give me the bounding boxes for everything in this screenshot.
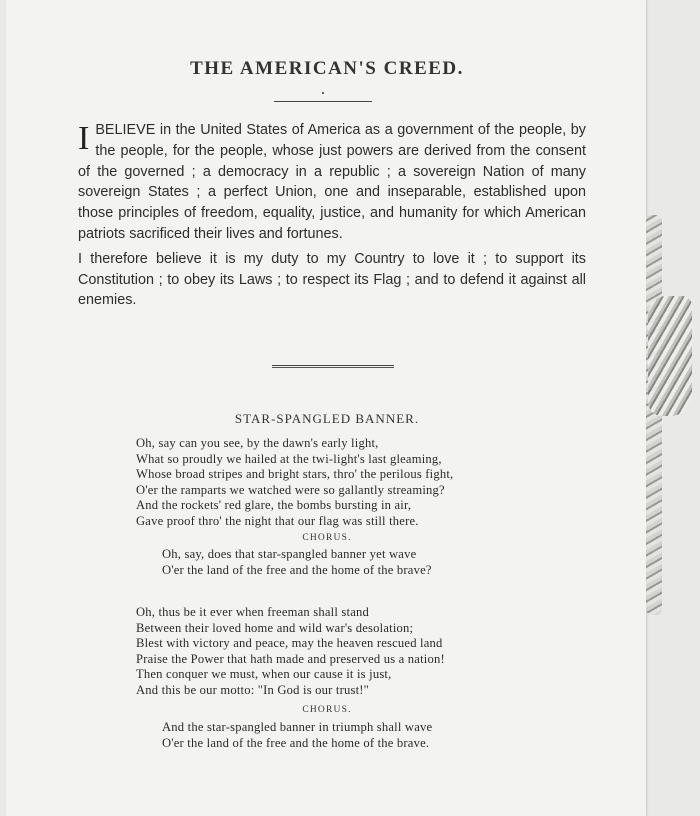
verse-line: What so proudly we hailed at the twi-light's last gleaming,: [136, 451, 442, 466]
verse-2: [136, 605, 556, 698]
verse-line: O'er the ramparts we watched were so gallantly streaming?: [136, 482, 445, 497]
chorus-line: O'er the land of the free and the home of the brave.: [162, 735, 430, 750]
creed-title: THE AMERICAN'S CREED.: [190, 58, 464, 79]
chorus-1: [162, 547, 582, 578]
verse-line: And this be our motto: "In God is our trust!": [136, 682, 370, 697]
chorus-line: And the star-spangled banner in triumph shall wave: [162, 720, 433, 734]
ornament-dot: [322, 92, 324, 94]
chorus-2: [162, 720, 582, 751]
section-divider-bottom: [272, 367, 394, 368]
anthem-title: STAR-SPANGLED BANNER.: [234, 411, 420, 426]
drop-cap: I: [78, 120, 90, 157]
cord-tassel: [648, 296, 692, 416]
verse-1: [136, 436, 556, 529]
verse-line: Oh, say can you see, by the dawn's early light,: [136, 436, 379, 450]
chorus-2-label: CHORUS.: [302, 705, 352, 715]
title-rule: [274, 101, 372, 102]
verse-line: Oh, thus be it ever when freeman shall stand: [136, 605, 369, 619]
verse-line: Blest with victory and peace, may the heaven rescued land: [136, 636, 443, 650]
verse-line: Whose broad stripes and bright stars, thro' the perilous fight,: [136, 467, 454, 481]
verse-line: Then conquer we must, when our cause it is just,: [136, 667, 392, 681]
creed-paragraph-1: [78, 120, 586, 245]
creed-paragraph-1-text: BELIEVE in the United States of America as a government of the people, by the people, for the people, whose just powers are derived from the consent of the governed ; a democracy in a republic ; a sovereign Nation of many sovereign States ; a perfect Union, one and inseparable, established upon those principles of freedom, equality, justice, and humanity for which American patriots sacrificed their lives and fortunes.: [78, 122, 586, 242]
chorus-line: Oh, say, does that star-spangled banner yet wave: [162, 547, 417, 561]
creed-text: [78, 120, 586, 315]
section-divider-top: [272, 365, 394, 366]
creed-paragraph-2: I therefore believe it is my duty to my Country to love it ; to support its Constitution ; to obey its Laws ; to respect its Flag ; and to defend it against all enemies.: [78, 250, 586, 309]
chorus-1-label: CHORUS.: [302, 533, 352, 543]
verse-line: And the rockets' red glare, the bombs bursting in air,: [136, 498, 412, 512]
verse-line: Between their loved home and wild war's desolation;: [136, 620, 414, 635]
chorus-line: O'er the land of the free and the home of the brave?: [162, 562, 432, 577]
verse-line: Gave proof thro' the night that our flag was still there.: [136, 513, 419, 528]
verse-line: Praise the Power that hath made and preserved us a nation!: [136, 651, 445, 666]
